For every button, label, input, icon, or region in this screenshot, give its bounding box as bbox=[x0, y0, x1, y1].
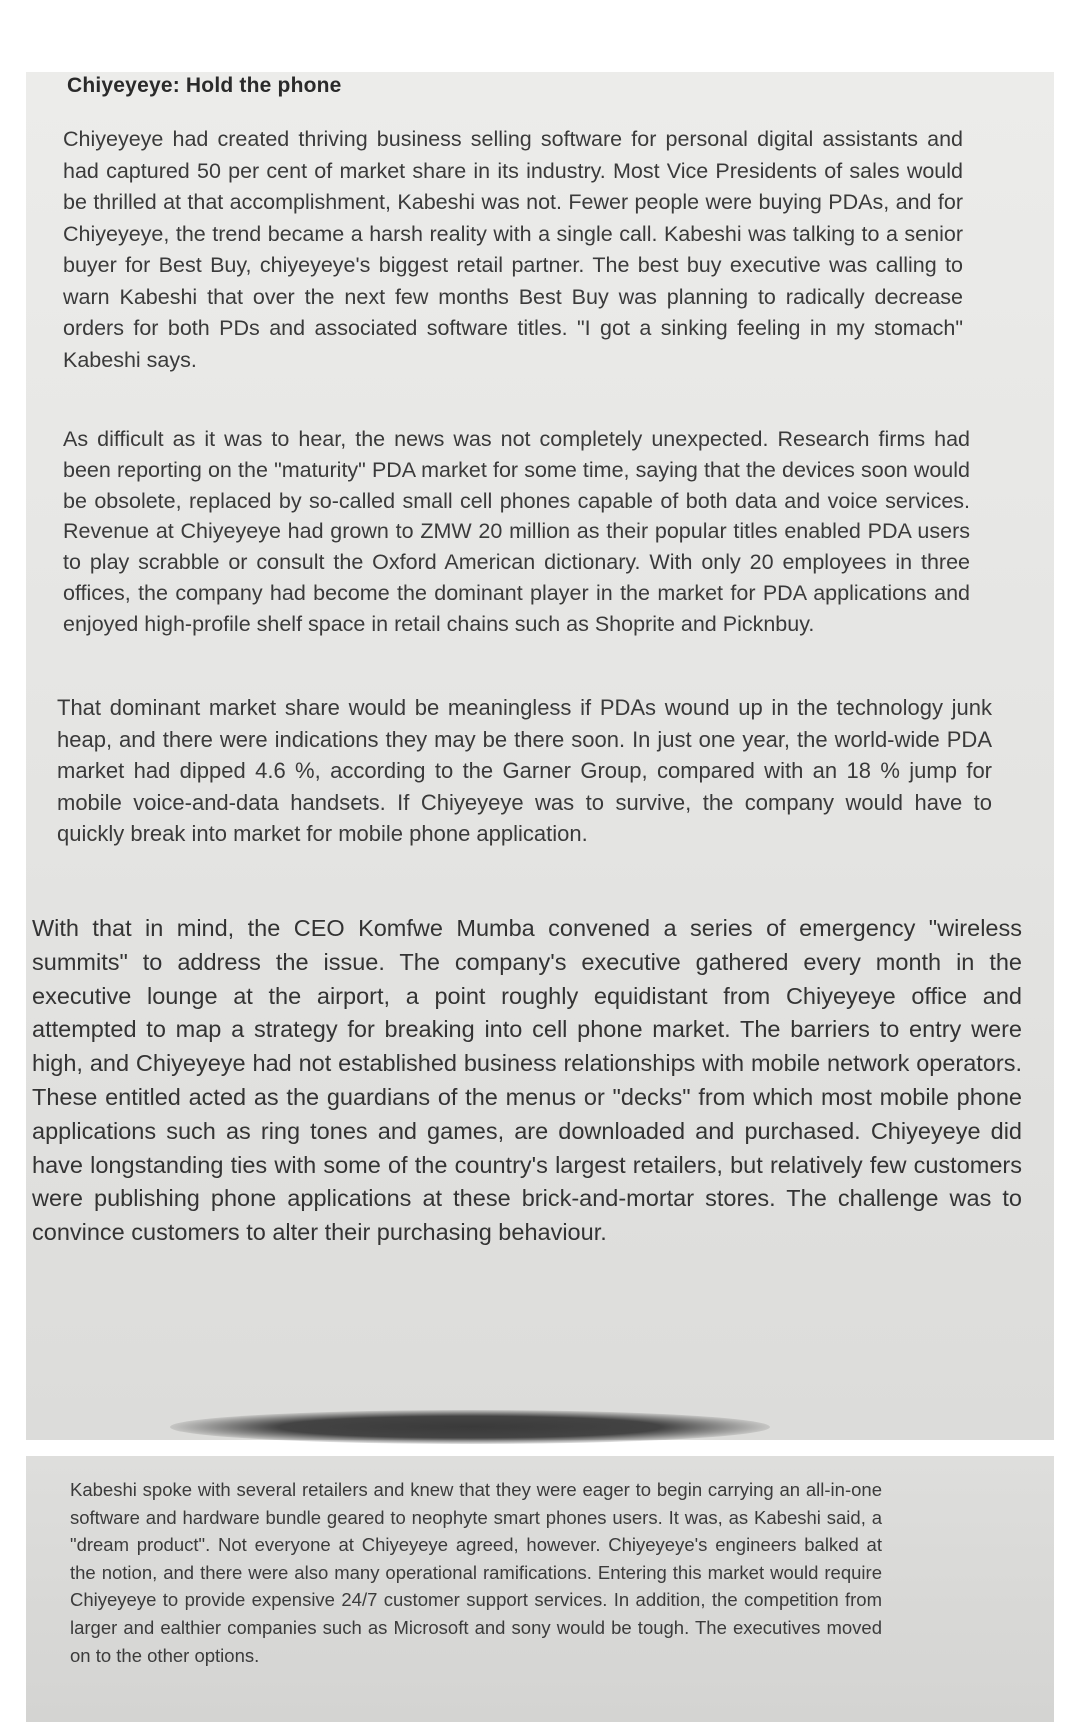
paragraph-5: Kabeshi spoke with several retailers and knew that they were eager to begin carrying an all-in-one software and hardware bundle geared to neophyte smart phones users. It was, as Kabeshi said, a "dream product". Not everyone at Chiyeyeye agreed, however. Chiyeyeye's engineers balked at the notion, and there were also many operational ramifications. Entering this market would require Chiyeyeye to provide expensive 24/7 customer support services. In addition, the competition from larger and ealthier companies such as Microsoft and sony would be tough. The executives moved on to the other options. bbox=[70, 1479, 882, 1666]
paragraph-1: Chiyeyeye had created thriving business selling software for personal digital assistants and had captured 50 per cent of market share in its industry. Most Vice Presidents of sales would be thrilled at that accomplishment, Kabeshi was not. Fewer people were buying PDAs, and for Chiyeyeye, the trend became a harsh reality with a single call. Kabeshi was talking to a senior buyer for Best Buy, chiyeyeye's biggest retail partner. The best buy executive was calling to warn Kabeshi that over the next few months Best Buy was planning to radically decrease orders for both PDs and associated software titles. "I got a sinking feeling in my stomach" Kabeshi says. bbox=[63, 127, 963, 372]
paragraph-4: With that in mind, the CEO Komfwe Mumba convened a series of emergency "wireless summits" to address the issue. The company's executive gathered every month in the executive lounge at the airport, a point roughly equidistant from Chiyeyeye office and attempted to map a strategy for breaking into cell phone market. The barriers to entry were high, and Chiyeyeye had not established business relationships with mobile network operators. These entitled acted as the guardians of the menus or "decks" from which most mobile phone applications such as ring tones and games, are downloaded and purchased. Chiyeyeye did have longstanding ties with some of the country's largest retailers, but relatively few customers were publishing phone applications at these brick-and-mortar stores. The challenge was to convince customers to alter their purchasing behaviour. bbox=[32, 915, 1022, 1246]
paragraph-2: As difficult as it was to hear, the news was not completely unexpected. Research firms had been reporting on the "maturity" PDA market for some time, saying that the devices soon would be obsolete, replaced by so-called small cell phones capable of both data and voice services. Revenue at Chiyeyeye had grown to ZMW 20 million as their popular titles enabled PDA users to play scrabble or consult the Oxford American dictionary. With only 20 employees in three offices, the company had become the dominant player in the market for PDA applications and enjoyed high-profile shelf space in retail chains such as Shoprite and Picknbuy. bbox=[63, 427, 970, 636]
document-title: Chiyeyeye: Hold the phone bbox=[67, 74, 342, 97]
paragraph-3: That dominant market share would be meaningless if PDAs wound up in the technology junk heap, and there were indications they may be there soon. In just one year, the world-wide PDA market had dipped 4.6 %, according to the Garner Group, compared with an 18 % jump for mobile voice-and-data handsets. If Chiyeyeye was to survive, the company would have to quickly break into market for mobile phone application. bbox=[57, 695, 992, 846]
page-shadow bbox=[170, 1410, 770, 1444]
